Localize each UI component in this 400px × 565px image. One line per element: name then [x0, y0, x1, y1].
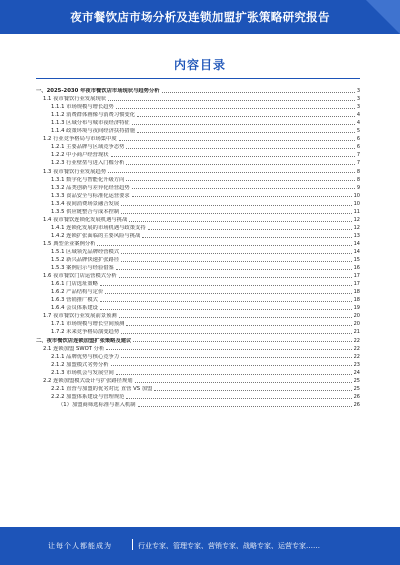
- toc-dot-leader: [121, 261, 351, 262]
- toc-entry-label: 1.3.4 夜间消费场景融合发展: [51, 200, 120, 207]
- toc-entry-page: 7: [356, 160, 360, 167]
- toc-title: 内容目录: [173, 58, 226, 72]
- toc-entry-label: 1.2.3 行业壁垒与进入门槛分析: [51, 160, 125, 167]
- toc-dot-leader: [100, 285, 352, 286]
- toc-dot-leader: [148, 229, 352, 230]
- toc-entry[interactable]: [36, 183, 360, 191]
- toc-entry[interactable]: [36, 110, 360, 118]
- toc-entry-page: 26: [353, 393, 360, 400]
- toc-entry[interactable]: [36, 215, 360, 223]
- toc-entry-label: 1.3.2 品类创新与差异化经营趋势: [51, 184, 130, 191]
- toc-entry-label: 1.7.2 未来竞争格局演变趋势: [51, 329, 120, 336]
- toc-entry-label: 1.6.1 门店选址策略: [51, 281, 98, 288]
- toc-entry-label: 1.4 夜市餐饮连锁化发展机遇与挑战: [43, 216, 128, 223]
- toc-entry-label: 2.2.2 加盟体系建设与管理规范: [51, 393, 125, 400]
- toc-dot-leader: [121, 205, 351, 206]
- footer-separator: [132, 539, 133, 550]
- toc-entry-label: 2.2.1 直营与加盟的优劣对比 直营 VS 加盟: [51, 385, 153, 392]
- toc-dot-leader: [132, 124, 355, 125]
- toc-entry-page: 8: [356, 176, 360, 183]
- page-header: [0, 0, 400, 34]
- toc-dot-leader: [138, 406, 352, 407]
- toc-dot-leader: [116, 108, 355, 109]
- toc-dot-leader: [100, 301, 352, 302]
- toc-dot-leader: [142, 237, 351, 238]
- toc-entry-page: 20: [353, 321, 360, 328]
- toc-dot-leader: [119, 140, 355, 141]
- toc-entry-page: 8: [356, 168, 360, 175]
- toc-entry[interactable]: [36, 175, 360, 183]
- toc-entry-page: 12: [353, 216, 360, 223]
- toc-dot-leader: [132, 188, 355, 189]
- toc-entry-label: 1.4.2 连锁扩张面临的主要风险与挑战: [51, 232, 141, 239]
- toc-entry-page: 20: [353, 313, 360, 320]
- toc-entry-page: 3: [356, 96, 360, 103]
- toc-entry-page: 6: [356, 136, 360, 143]
- footer-slogan: 让每个人都能成为: [48, 542, 112, 550]
- toc-entry-page: 18: [353, 297, 360, 304]
- toc-entry[interactable]: [36, 191, 360, 199]
- toc-entry-label: 1.2.2 中小商户经营现状: [51, 152, 109, 159]
- toc-entry[interactable]: [36, 158, 360, 166]
- toc-entry[interactable]: [36, 344, 360, 352]
- toc-entry-page: 21: [353, 329, 360, 336]
- toc-entry[interactable]: [36, 231, 360, 239]
- toc-entry-label: 1.3.1 数字化与智能化升级方向: [51, 176, 125, 183]
- toc-entry[interactable]: [36, 102, 360, 110]
- toc-entry[interactable]: [36, 392, 360, 400]
- toc-dot-leader: [126, 180, 354, 181]
- toc-dot-leader: [97, 245, 351, 246]
- toc-entry[interactable]: [36, 279, 360, 287]
- toc-entry[interactable]: [36, 223, 360, 231]
- toc-entry-label: 1.7 夜市餐饮行业发展前景预测: [43, 313, 117, 320]
- toc-entry[interactable]: [36, 335, 360, 343]
- toc-entry-label: （1）加盟商筛选标准与准入机制: [58, 401, 136, 408]
- toc-entry[interactable]: [36, 263, 360, 271]
- toc-entry[interactable]: [36, 142, 360, 150]
- toc-entry[interactable]: [36, 207, 360, 215]
- toc-entry[interactable]: [36, 239, 360, 247]
- toc-dot-leader: [154, 390, 351, 391]
- toc-dot-leader: [126, 398, 351, 399]
- toc-entry[interactable]: [36, 199, 360, 207]
- toc-dot-leader: [162, 92, 355, 93]
- toc-entry-label: 2.1.1 品牌优势与核心竞争力: [51, 353, 120, 360]
- toc-entry-page: 4: [356, 112, 360, 119]
- toc-dot-leader: [133, 341, 351, 342]
- toc-entry-page: 26: [353, 401, 360, 408]
- toc-dot-leader: [126, 148, 354, 149]
- toc-entry-label: 1.1 夜市餐饮行业发展现状: [43, 96, 107, 103]
- toc-dot-leader: [121, 253, 351, 254]
- toc-dot-leader: [108, 100, 355, 101]
- toc-entry-label: 1.6.2 产品结构与定价: [51, 289, 104, 296]
- toc-dot-leader: [121, 357, 351, 358]
- toc-dot-leader: [111, 365, 352, 366]
- toc-entry-label: 一、2025-2030 年夜市餐饮店市场现状与趋势分析: [36, 88, 160, 95]
- toc-dot-leader: [108, 172, 355, 173]
- toc-entry-page: 22: [353, 337, 360, 344]
- toc-entry-page: 23: [353, 361, 360, 368]
- toc-entry-page: 22: [353, 345, 360, 352]
- toc-entry[interactable]: [36, 150, 360, 158]
- report-title: 夜市餐饮店市场分析及连锁加盟扩张策略研究报告: [70, 10, 330, 24]
- toc-dot-leader: [137, 116, 355, 117]
- toc-dot-leader: [126, 164, 354, 165]
- toc-entry-page: 4: [356, 120, 360, 127]
- toc-dot-leader: [121, 213, 351, 214]
- toc-entry[interactable]: [36, 166, 360, 174]
- toc-entry[interactable]: [36, 295, 360, 303]
- toc-entry[interactable]: [36, 384, 360, 392]
- toc-dot-leader: [116, 374, 352, 375]
- toc-entry-label: 2.1.2 加盟模式劣势分析: [51, 361, 109, 368]
- toc-dot-leader: [106, 349, 351, 350]
- toc-entry-label: 1.5 典型企业案例分析: [43, 240, 96, 247]
- toc-dot-leader: [137, 132, 355, 133]
- toc-entry-label: 1.1.4 政策环境与夜间经济扶持措施: [51, 128, 136, 135]
- page-footer: [0, 527, 400, 565]
- toc-dot-leader: [100, 309, 352, 310]
- toc-entry-label: 2.2 连锁加盟模式设计与扩张路径规划: [43, 377, 133, 384]
- toc-entry-page: 16: [353, 265, 360, 272]
- toc-entry[interactable]: [36, 327, 360, 335]
- toc-entry[interactable]: [36, 271, 360, 279]
- toc-entry[interactable]: [36, 303, 360, 311]
- toc-dot-leader: [129, 221, 351, 222]
- toc-entry[interactable]: [36, 126, 360, 134]
- toc-entry-label: 2.1.3 市场机会与发展空间: [51, 369, 114, 376]
- toc-entry[interactable]: [36, 118, 360, 126]
- toc-entry-page: 25: [353, 377, 360, 384]
- toc-entry-page: 11: [353, 208, 360, 215]
- toc-entry-page: 19: [353, 305, 360, 312]
- toc-dot-leader: [105, 293, 351, 294]
- toc-entry[interactable]: [36, 368, 360, 376]
- toc-entry-label: 1.2 行业竞争格局与市场集中度: [43, 136, 117, 143]
- table-of-contents: [36, 86, 360, 408]
- toc-entry-page: 10: [353, 192, 360, 199]
- toc-entry-page: 7: [356, 152, 360, 159]
- toc-entry-page: 6: [356, 144, 360, 151]
- toc-dot-leader: [121, 333, 351, 334]
- toc-entry-page: 12: [353, 224, 360, 231]
- toc-dot-leader: [119, 317, 352, 318]
- toc-entry-label: 1.1.2 消费群体画像与消费习惯变化: [51, 112, 136, 119]
- toc-entry[interactable]: [36, 255, 360, 263]
- toc-dot-leader: [119, 277, 352, 278]
- toc-entry[interactable]: [36, 352, 360, 360]
- toc-dot-leader: [126, 325, 351, 326]
- toc-entry-label: 1.6.3 营销推广模式: [51, 297, 98, 304]
- toc-entry[interactable]: [36, 134, 360, 142]
- toc-entry-page: 10: [353, 200, 360, 207]
- toc-entry-page: 22: [353, 353, 360, 360]
- toc-entry[interactable]: [36, 400, 360, 408]
- toc-entry-page: 25: [353, 385, 360, 392]
- toc-entry-page: 18: [353, 289, 360, 296]
- toc-entry-label: 1.5.3 案例启示与经验借鉴: [51, 265, 114, 272]
- toc-dot-leader: [135, 382, 352, 383]
- footer-tagline: 行业专家、管理专家、营销专家、战略专家、运营专家……: [138, 542, 320, 550]
- toc-entry-label: 1.3.5 供应链整合与成本控制: [51, 208, 120, 215]
- toc-entry[interactable]: [36, 311, 360, 319]
- toc-entry[interactable]: [36, 86, 360, 94]
- toc-dot-leader: [132, 196, 352, 197]
- toc-entry-page: 13: [353, 232, 360, 239]
- toc-entry-label: 1.4.1 连锁化发展的市场机遇与政策支持: [51, 224, 146, 231]
- toc-entry[interactable]: [36, 287, 360, 295]
- toc-entry[interactable]: [36, 247, 360, 255]
- toc-entry-label: 1.3 夜市餐饮行业发展趋势: [43, 168, 107, 175]
- toc-title-divider: [36, 78, 360, 79]
- toc-entry-page: 17: [353, 273, 360, 280]
- toc-entry[interactable]: [36, 360, 360, 368]
- toc-entry-page: 24: [353, 369, 360, 376]
- toc-entry-page: 17: [353, 281, 360, 288]
- toc-entry-page: 3: [356, 104, 360, 111]
- toc-dot-leader: [111, 156, 355, 157]
- toc-entry-label: 1.2.1 主要品牌与区域竞争态势: [51, 144, 125, 151]
- toc-dot-leader: [116, 269, 352, 270]
- toc-entry-page: 5: [356, 128, 360, 135]
- toc-entry[interactable]: [36, 94, 360, 102]
- toc-entry-label: 1.1.3 区域分布与城市夜经济特征: [51, 120, 130, 127]
- toc-entry-label: 1.1.1 市场规模与增长趋势: [51, 104, 114, 111]
- toc-entry-label: 1.7.1 市场规模与增长空间预测: [51, 321, 125, 328]
- toc-entry-page: 15: [353, 257, 360, 264]
- toc-entry-page: 14: [353, 240, 360, 247]
- toc-entry-label: 1.6 夜市餐饮门店运营模式分析: [43, 273, 117, 280]
- toc-entry-label: 二、夜市餐饮店连锁加盟扩张策略及建议: [36, 337, 132, 344]
- toc-entry[interactable]: [36, 319, 360, 327]
- toc-entry-label: 1.5.1 区域领先品牌经营模式: [51, 248, 120, 255]
- toc-entry[interactable]: [36, 376, 360, 384]
- toc-entry-label: 1.6.4 会员体系建设: [51, 305, 98, 312]
- toc-entry-label: 2.1 连锁加盟 SWOT 分析: [43, 345, 105, 352]
- toc-entry-page: 9: [356, 184, 360, 191]
- toc-entry-label: 1.5.2 新兴品牌快速扩张路径: [51, 257, 120, 264]
- toc-entry-page: 14: [353, 248, 360, 255]
- toc-entry-label: 1.3.3 食品安全与标准化运营要求: [51, 192, 130, 199]
- toc-entry-page: 3: [356, 88, 360, 95]
